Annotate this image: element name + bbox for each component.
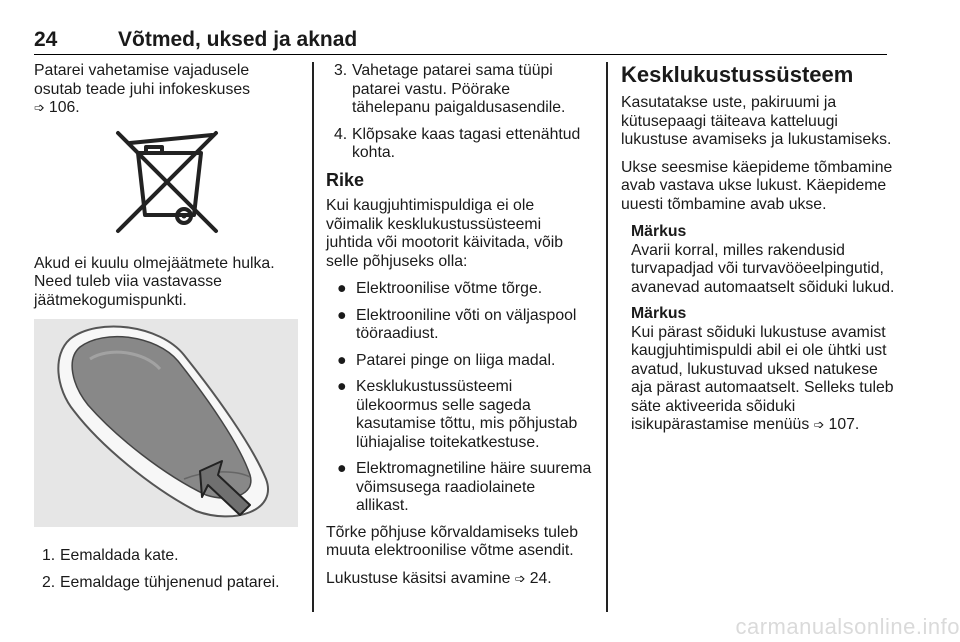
page-reference-arrow-icon: ➩	[34, 100, 45, 115]
page-reference-arrow-icon: ➩	[514, 570, 526, 586]
chapter-title: Võtmed, uksed ja aknad	[118, 28, 358, 51]
disposal-paragraph: Akud ei kuulu olmejäätmete hulka. Need tuleb viia vastavasse jäätmekogumispunkti.	[34, 254, 275, 309]
list-item: ● Patarei pinge on liiga madal.	[337, 351, 556, 369]
fault-causes-list	[326, 280, 592, 516]
note-label: Märkus	[631, 305, 687, 322]
battery-notice-paragraph: Patarei vahetamise vajadusele osutab teade juhi infokeskuses ➩ 106.	[34, 62, 251, 116]
column-middle	[326, 62, 592, 597]
page-number: 24	[34, 28, 58, 51]
list-item: 4. Klõpsake kaas tagasi ettenähtud kohta.	[334, 125, 581, 161]
central-locking-paragraph: Kasutatakse uste, pakiruumi ja kütusepaagi täiteava katteluugi lukustuse avamiseks ja lukustamiseks.	[621, 94, 892, 148]
steps-list	[326, 62, 592, 163]
list-item: ● Elektromagnetiline häire suurema võimsusega raadiolainete allikast.	[337, 460, 592, 514]
page-header	[34, 28, 887, 55]
list-item: 1. Eemaldada kate.	[42, 547, 179, 564]
bullet-icon: ●	[337, 306, 347, 324]
page-reference-link[interactable]: ➩ 106.	[34, 99, 80, 116]
list-item: 2. Eemaldage tühjenenud patarei.	[42, 573, 280, 591]
list-item: ● Elektroonilise võtme tõrge.	[337, 280, 543, 297]
page-reference-link[interactable]: ➩ 24.	[514, 569, 552, 587]
note-block	[621, 305, 896, 435]
bullet-icon: ●	[337, 378, 347, 395]
fix-paragraph: Tõrke põhjuse kõrvaldamiseks tuleb muuta elektroonilise võtme asendit.	[326, 523, 578, 559]
note-block	[621, 223, 896, 297]
manual-unlock-paragraph: Lukustuse käsitsi avamine ➩ 24.	[326, 569, 552, 587]
bullet-icon: ●	[337, 351, 347, 369]
section-heading-rike: Rike	[326, 169, 365, 190]
steps-list	[34, 547, 300, 592]
watermark: carmanualsonline.info	[735, 614, 960, 639]
note-label: Märkus	[631, 223, 687, 240]
note-text: Kui pärast sõiduki lukustuse avamist kaugjuhtimispuldi abil ei ole ühtki ust avatud, lukustuvad uksed natukese aja pärast automaatselt. Selleks tuleb säte aktiveerida sõiduki isikupärastamise menüüs ➩ 107.	[631, 323, 894, 433]
section-heading-kesklukustussusteem: Kesklukustussüsteem	[621, 62, 854, 87]
note-text: Avarii korral, milles rakendusid turvapadjad või turvavööeelpingutid, avanevad automaatselt sõiduki lukud.	[631, 241, 895, 296]
page-reference-arrow-icon: ➩	[813, 417, 825, 432]
key-fob-illustration	[34, 319, 298, 527]
list-item: ● Elektrooniline võti on väljaspool tööraadiust.	[337, 306, 577, 342]
crossed-out-wheelie-bin-icon	[112, 127, 222, 235]
list-item: 3. Vahetage patarei sama tüüpi patarei vastu. Pöörake tähelepanu paigaldusasendile.	[334, 62, 566, 116]
fault-intro-paragraph: Kui kaugjuhtimispuldiga ei ole võimalik kesklukustussüsteemi juhtida või mootorit käivitada, võib selle põhjuseks olla:	[326, 197, 564, 270]
bullet-icon: ●	[337, 280, 347, 297]
page-reference-link[interactable]: ➩ 107.	[813, 416, 860, 433]
column-divider	[312, 62, 314, 612]
column-divider	[606, 62, 608, 612]
bullet-icon: ●	[337, 460, 347, 477]
column-left	[34, 62, 300, 600]
door-handle-paragraph: Ukse seesmise käepideme tõmbamine avab vastava ukse lukust. Käepideme uuesti tõmbamine avab ukse.	[621, 158, 893, 213]
column-right	[621, 62, 896, 443]
list-item: ● Kesklukustussüsteemi ülekoormus selle sageda kasutamise tõttu, mis põhjustab lühiajalise toitekatkestuse.	[337, 378, 578, 451]
